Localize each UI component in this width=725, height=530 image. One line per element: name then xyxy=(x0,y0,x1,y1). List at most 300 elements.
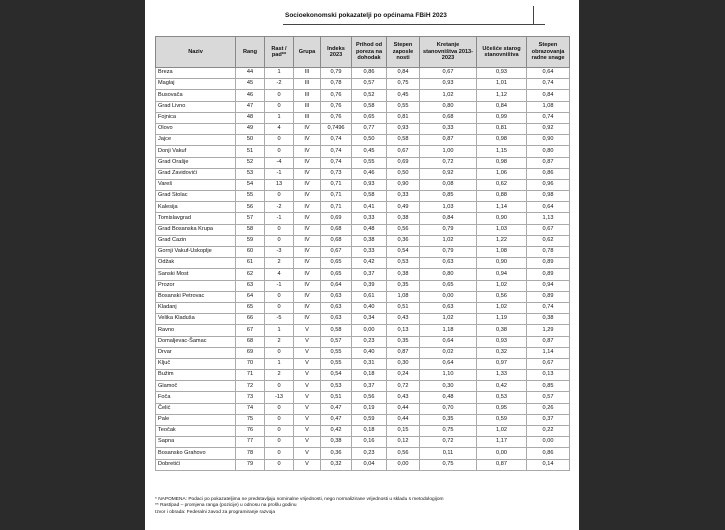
table-cell: 0,90 xyxy=(527,135,570,146)
table-cell: 0,55 xyxy=(387,101,420,112)
table-row xyxy=(156,302,570,313)
table-cell: 0,33 xyxy=(352,213,387,224)
table-cell: 1,19 xyxy=(477,314,527,325)
table-row xyxy=(156,269,570,280)
table-cell: 0,87 xyxy=(527,157,570,168)
table-cell: 0 xyxy=(265,302,294,313)
document-page xyxy=(145,0,579,530)
table-cell: 1,08 xyxy=(477,247,527,258)
table-cell: 0,18 xyxy=(352,426,387,437)
table-cell: 0,79 xyxy=(420,247,477,258)
column-header: Stepen zaposle nosti xyxy=(387,37,420,68)
table-row xyxy=(156,135,570,146)
table-cell: IV xyxy=(294,157,321,168)
table-cell: 0,74 xyxy=(527,79,570,90)
municipality-name-cell: Domaljevac-Šamac xyxy=(156,336,236,347)
table-cell: 0,47 xyxy=(321,403,352,414)
table-cell: 0,39 xyxy=(352,280,387,291)
table-cell: 0,68 xyxy=(321,224,352,235)
table-cell: 0,40 xyxy=(352,347,387,358)
table-cell: 1,03 xyxy=(477,224,527,235)
table-cell: 0,93 xyxy=(420,79,477,90)
table-row xyxy=(156,392,570,403)
table-row xyxy=(156,336,570,347)
table-cell: -2 xyxy=(265,79,294,90)
table-cell: 0,55 xyxy=(321,358,352,369)
municipality-name-cell: Bosanski Petrovac xyxy=(156,291,236,302)
table-row xyxy=(156,101,570,112)
table-cell: 69 xyxy=(236,347,265,358)
table-cell: 1,15 xyxy=(477,146,527,157)
municipality-name-cell: Ravno xyxy=(156,325,236,336)
municipality-name-cell: Glamoč xyxy=(156,381,236,392)
table-cell: 0,38 xyxy=(387,213,420,224)
table-row xyxy=(156,123,570,134)
table-cell: 0,71 xyxy=(321,191,352,202)
table-cell: 0,86 xyxy=(352,68,387,79)
table-cell: IV xyxy=(294,247,321,258)
table-cell: 0,55 xyxy=(352,157,387,168)
table-cell: 0,89 xyxy=(527,291,570,302)
municipality-name-cell: Jajce xyxy=(156,135,236,146)
table-cell: 0,51 xyxy=(387,302,420,313)
table-cell: 0,94 xyxy=(477,269,527,280)
table-cell: 0,79 xyxy=(321,68,352,79)
table-cell: 0,78 xyxy=(527,247,570,258)
table-row xyxy=(156,358,570,369)
table-cell: V xyxy=(294,381,321,392)
table-row xyxy=(156,414,570,425)
table-cell: 0,42 xyxy=(321,426,352,437)
table-cell: 66 xyxy=(236,314,265,325)
table-cell: IV xyxy=(294,123,321,134)
table-cell: 2 xyxy=(265,258,294,269)
table-cell: 0,97 xyxy=(477,358,527,369)
table-cell: 72 xyxy=(236,381,265,392)
table-cell: 0,84 xyxy=(477,101,527,112)
table-cell: 70 xyxy=(236,358,265,369)
column-header: Rang xyxy=(236,37,265,68)
table-cell: III xyxy=(294,112,321,123)
table-cell: 0,00 xyxy=(527,437,570,448)
municipality-name-cell: Kalesija xyxy=(156,202,236,213)
table-cell: 1,02 xyxy=(420,90,477,101)
table-cell: 1,03 xyxy=(420,202,477,213)
table-cell: 0 xyxy=(265,426,294,437)
table-row xyxy=(156,146,570,157)
table-cell: 1,12 xyxy=(477,90,527,101)
table-cell: 0,36 xyxy=(321,448,352,459)
table-cell: 0 xyxy=(265,135,294,146)
table-cell: 0,64 xyxy=(321,280,352,291)
table-cell: 0,86 xyxy=(527,168,570,179)
table-cell: 0,30 xyxy=(420,381,477,392)
table-cell: 0,33 xyxy=(387,191,420,202)
table-row xyxy=(156,426,570,437)
table-cell: 57 xyxy=(236,213,265,224)
table-cell: -1 xyxy=(265,213,294,224)
table-cell: 0,7496 xyxy=(321,123,352,134)
table-row xyxy=(156,202,570,213)
municipality-name-cell: Velika Kladuša xyxy=(156,314,236,325)
table-cell: 0,75 xyxy=(420,459,477,470)
municipality-name-cell: Maglaj xyxy=(156,79,236,90)
table-cell: 0,67 xyxy=(527,358,570,369)
table-cell: 1,02 xyxy=(420,314,477,325)
table-cell: 0,74 xyxy=(321,135,352,146)
table-cell: 50 xyxy=(236,135,265,146)
table-cell: 1,08 xyxy=(387,291,420,302)
table-cell: 0,87 xyxy=(527,336,570,347)
table-cell: V xyxy=(294,448,321,459)
table-cell: 0,32 xyxy=(477,347,527,358)
table-cell: 0,69 xyxy=(321,213,352,224)
table-cell: 0,54 xyxy=(387,247,420,258)
footnote-napomena: * NAPOMENA: Podaci po pokazateljima ne predstavljaju nominalne vrijednosti, nego normalizirane vrijednosti u skladu s metodologijom xyxy=(155,497,444,502)
table-cell: 0 xyxy=(265,235,294,246)
municipality-name-cell: Sapna xyxy=(156,437,236,448)
table-row xyxy=(156,79,570,90)
table-cell: 1,17 xyxy=(477,437,527,448)
table-cell: 0,37 xyxy=(352,269,387,280)
table-cell: 0,63 xyxy=(321,302,352,313)
municipality-name-cell: Breza xyxy=(156,68,236,79)
table-cell: 0,84 xyxy=(527,90,570,101)
table-cell: IV xyxy=(294,179,321,190)
table-cell: 0,88 xyxy=(477,191,527,202)
table-cell: 0,16 xyxy=(352,437,387,448)
table-cell: 0,00 xyxy=(477,448,527,459)
table-cell: 0,52 xyxy=(352,90,387,101)
municipality-name-cell: Bužim xyxy=(156,370,236,381)
table-row xyxy=(156,168,570,179)
table-row xyxy=(156,459,570,470)
table-cell: 0,48 xyxy=(420,392,477,403)
table-cell: 0,33 xyxy=(420,123,477,134)
table-cell: IV xyxy=(294,280,321,291)
title-underline xyxy=(283,24,545,25)
table-cell: 55 xyxy=(236,191,265,202)
table-cell: 0 xyxy=(265,381,294,392)
table-cell: 4 xyxy=(265,123,294,134)
table-cell: 0,64 xyxy=(420,336,477,347)
table-cell: 0,38 xyxy=(477,325,527,336)
table-cell: 0,56 xyxy=(352,392,387,403)
table-cell: 0,65 xyxy=(321,258,352,269)
table-cell: 0,74 xyxy=(527,302,570,313)
table-cell: 53 xyxy=(236,168,265,179)
table-cell: 54 xyxy=(236,179,265,190)
column-header: Kretanje stanovništva 2013-2023 xyxy=(420,37,477,68)
table-cell: 0,74 xyxy=(321,157,352,168)
table-cell: 73 xyxy=(236,392,265,403)
table-cell: 0,74 xyxy=(321,146,352,157)
table-cell: 0,87 xyxy=(387,347,420,358)
column-header: Naziv xyxy=(156,37,236,68)
table-cell: 0 xyxy=(265,448,294,459)
table-cell: 79 xyxy=(236,459,265,470)
table-cell: 51 xyxy=(236,146,265,157)
table-cell: 0,93 xyxy=(387,123,420,134)
table-cell: V xyxy=(294,392,321,403)
table-cell: 0,30 xyxy=(387,358,420,369)
municipality-name-cell: Fojnica xyxy=(156,112,236,123)
table-row xyxy=(156,191,570,202)
column-header: Učešće starog stanovništva xyxy=(477,37,527,68)
table-cell: 0,32 xyxy=(321,459,352,470)
municipality-name-cell: Tomislavgrad xyxy=(156,213,236,224)
table-cell: 75 xyxy=(236,414,265,425)
table-cell: 0,12 xyxy=(387,437,420,448)
table-cell: 0,51 xyxy=(321,392,352,403)
table-cell: 71 xyxy=(236,370,265,381)
table-cell: 0,65 xyxy=(352,112,387,123)
table-cell: 0,24 xyxy=(387,370,420,381)
table-cell: 0,92 xyxy=(527,123,570,134)
column-header: Rast / pad** xyxy=(265,37,294,68)
table-cell: 46 xyxy=(236,90,265,101)
table-cell: -13 xyxy=(265,392,294,403)
table-cell: 0,57 xyxy=(352,79,387,90)
table-cell: 0,74 xyxy=(527,112,570,123)
table-row xyxy=(156,347,570,358)
table-cell: 0,50 xyxy=(352,135,387,146)
table-cell: 0,42 xyxy=(352,258,387,269)
table-cell: 0,22 xyxy=(527,426,570,437)
table-cell: 0 xyxy=(265,101,294,112)
table-cell: 0,35 xyxy=(387,280,420,291)
table-cell: 0,35 xyxy=(420,414,477,425)
table-cell: 1,22 xyxy=(477,235,527,246)
municipality-name-cell: Busovača xyxy=(156,90,236,101)
table-cell: 0,19 xyxy=(352,403,387,414)
table-cell: 0 xyxy=(265,224,294,235)
table-cell: 0,81 xyxy=(477,123,527,134)
table-cell: 1,29 xyxy=(527,325,570,336)
column-header: Grupa xyxy=(294,37,321,68)
table-cell: 0,98 xyxy=(477,157,527,168)
table-cell: 1,14 xyxy=(477,202,527,213)
table-cell: 0,89 xyxy=(527,258,570,269)
footnote-rast-pad: ** Rast/pad – promjena ranga (pozicije) u odnosu na prošlu godinu xyxy=(155,503,297,509)
table-cell: 0,37 xyxy=(527,414,570,425)
table-cell: 0,58 xyxy=(387,135,420,146)
table-row xyxy=(156,235,570,246)
table-cell: 1,10 xyxy=(420,370,477,381)
table-cell: 0,62 xyxy=(477,179,527,190)
table-cell: 0,72 xyxy=(387,381,420,392)
table-cell: 0 xyxy=(265,347,294,358)
table-row xyxy=(156,68,570,79)
table-row xyxy=(156,90,570,101)
table-cell: 0 xyxy=(265,291,294,302)
table-cell: 0,26 xyxy=(527,403,570,414)
table-cell: 0,38 xyxy=(387,269,420,280)
table-cell: 0,53 xyxy=(321,381,352,392)
municipality-name-cell: Foča xyxy=(156,392,236,403)
table-cell: 0,46 xyxy=(352,168,387,179)
table-cell: 63 xyxy=(236,280,265,291)
table-cell: 68 xyxy=(236,336,265,347)
table-cell: 0,00 xyxy=(352,325,387,336)
table-cell: 0,93 xyxy=(352,179,387,190)
municipality-name-cell: Sanski Most xyxy=(156,269,236,280)
table-row xyxy=(156,258,570,269)
table-cell: 0,56 xyxy=(387,448,420,459)
table-cell: 0,85 xyxy=(420,191,477,202)
table-row xyxy=(156,157,570,168)
table-cell: 0,70 xyxy=(420,403,477,414)
table-cell: 0,42 xyxy=(477,381,527,392)
table-cell: IV xyxy=(294,235,321,246)
municipality-name-cell: Grad Cazin xyxy=(156,235,236,246)
municipality-name-cell: Dobretići xyxy=(156,459,236,470)
municipality-name-cell: Grad Stolac xyxy=(156,191,236,202)
table-cell: 0,02 xyxy=(420,347,477,358)
table-cell: 0,96 xyxy=(527,179,570,190)
table-cell: 0,36 xyxy=(387,235,420,246)
table-cell: 0,41 xyxy=(352,202,387,213)
table-row xyxy=(156,381,570,392)
table-cell: 0,37 xyxy=(352,381,387,392)
table-cell: 0,69 xyxy=(387,157,420,168)
table-cell: 0,62 xyxy=(527,235,570,246)
table-cell: 74 xyxy=(236,403,265,414)
table-cell: 47 xyxy=(236,101,265,112)
table-cell: 0,78 xyxy=(321,79,352,90)
table-cell: 44 xyxy=(236,68,265,79)
table-cell: 0,99 xyxy=(477,112,527,123)
table-row xyxy=(156,448,570,459)
table-cell: 78 xyxy=(236,448,265,459)
table-cell: 0,68 xyxy=(321,235,352,246)
table-cell: 0,43 xyxy=(387,314,420,325)
table-cell: 0,63 xyxy=(420,302,477,313)
table-cell: 0,49 xyxy=(387,202,420,213)
table-cell: 0,85 xyxy=(527,381,570,392)
table-cell: 0,80 xyxy=(527,146,570,157)
table-cell: -5 xyxy=(265,314,294,325)
table-cell: 0,84 xyxy=(420,213,477,224)
table-cell: V xyxy=(294,336,321,347)
table-cell: 0 xyxy=(265,414,294,425)
table-cell: 0,23 xyxy=(352,448,387,459)
table-cell: 61 xyxy=(236,258,265,269)
table-cell: 0,38 xyxy=(321,437,352,448)
table-cell: 1,13 xyxy=(527,213,570,224)
table-cell: 0,56 xyxy=(387,224,420,235)
table-cell: 0,04 xyxy=(352,459,387,470)
municipality-name-cell: Bosansko Grahovo xyxy=(156,448,236,459)
table-cell: 0,11 xyxy=(420,448,477,459)
table-cell: 0,00 xyxy=(387,459,420,470)
table-cell: 0,76 xyxy=(321,112,352,123)
table-cell: 0,81 xyxy=(387,112,420,123)
table-cell: 0,45 xyxy=(387,90,420,101)
table-cell: 0,67 xyxy=(321,247,352,258)
table-cell: 1 xyxy=(265,112,294,123)
table-cell: III xyxy=(294,101,321,112)
table-cell: III xyxy=(294,68,321,79)
table-cell: IV xyxy=(294,224,321,235)
table-cell: 77 xyxy=(236,437,265,448)
municipality-name-cell: Prozor xyxy=(156,280,236,291)
table-row xyxy=(156,291,570,302)
table-cell: 0,58 xyxy=(352,191,387,202)
table-cell: 1 xyxy=(265,325,294,336)
table-cell: 13 xyxy=(265,179,294,190)
table-cell: IV xyxy=(294,202,321,213)
table-cell: 0,14 xyxy=(527,459,570,470)
table-row xyxy=(156,437,570,448)
table-cell: 0 xyxy=(265,403,294,414)
table-cell: 0,57 xyxy=(321,336,352,347)
table-cell: 0,93 xyxy=(477,68,527,79)
table-cell: 0,48 xyxy=(352,224,387,235)
table-cell: 0,47 xyxy=(321,414,352,425)
table-cell: 0,55 xyxy=(321,347,352,358)
table-cell: 0,93 xyxy=(477,336,527,347)
table-cell: 0 xyxy=(265,437,294,448)
table-cell: IV xyxy=(294,135,321,146)
table-cell: 1,02 xyxy=(477,280,527,291)
table-cell: 0,90 xyxy=(477,258,527,269)
table-cell: 0,84 xyxy=(387,68,420,79)
table-cell: 2 xyxy=(265,370,294,381)
table-cell: 76 xyxy=(236,426,265,437)
table-cell: 0,68 xyxy=(420,112,477,123)
table-cell: IV xyxy=(294,314,321,325)
table-cell: 0,79 xyxy=(420,224,477,235)
table-cell: 0,45 xyxy=(352,146,387,157)
table-cell: 0,18 xyxy=(352,370,387,381)
table-cell: 0,38 xyxy=(352,235,387,246)
table-cell: 0,44 xyxy=(387,403,420,414)
municipality-name-cell: Pale xyxy=(156,414,236,425)
table-cell: 0,64 xyxy=(527,68,570,79)
municipality-name-cell: Olovo xyxy=(156,123,236,134)
municipality-name-cell: Gornji Vakuf-Uskoplje xyxy=(156,247,236,258)
table-cell: 0,67 xyxy=(420,68,477,79)
table-cell: 0,61 xyxy=(352,291,387,302)
table-cell: IV xyxy=(294,302,321,313)
table-cell: 0,73 xyxy=(321,168,352,179)
table-cell: 0,38 xyxy=(527,314,570,325)
table-cell: 1,02 xyxy=(477,302,527,313)
table-cell: -1 xyxy=(265,280,294,291)
table-cell: 0,58 xyxy=(352,101,387,112)
table-cell: 0,65 xyxy=(420,280,477,291)
table-cell: 0,00 xyxy=(420,291,477,302)
table-cell: III xyxy=(294,79,321,90)
table-cell: 0,76 xyxy=(321,90,352,101)
table-cell: 1 xyxy=(265,68,294,79)
table-cell: 0,77 xyxy=(352,123,387,134)
title-vertical-rule xyxy=(533,6,534,24)
table-row xyxy=(156,247,570,258)
table-cell: 0,65 xyxy=(321,269,352,280)
table-cell: 2 xyxy=(265,336,294,347)
table-cell: 0,86 xyxy=(527,448,570,459)
table-cell: 0,98 xyxy=(477,135,527,146)
table-cell: 0,76 xyxy=(321,101,352,112)
table-cell: 0,31 xyxy=(352,358,387,369)
table-cell: 0,54 xyxy=(321,370,352,381)
table-cell: 1,01 xyxy=(477,79,527,90)
table-cell: 0,95 xyxy=(477,403,527,414)
table-cell: 0,80 xyxy=(420,269,477,280)
table-cell: 0,59 xyxy=(477,414,527,425)
